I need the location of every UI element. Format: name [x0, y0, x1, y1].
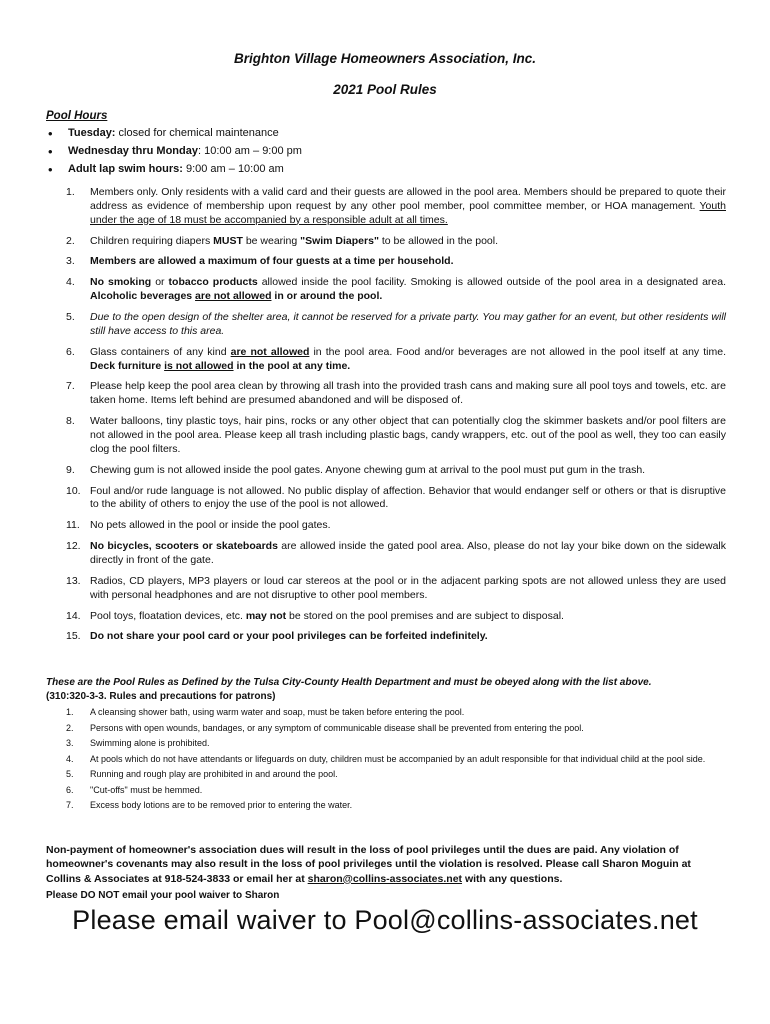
health-rules-list — [46, 707, 726, 816]
rule-item: 3. Members are allowed a maximum of four guests at a time per household. — [66, 255, 454, 268]
rule-item: 14. Pool toys, floatation devices, etc. may not be stored on the pool premises and are subject to disposal. — [66, 609, 564, 622]
rule-item: 11. No pets allowed in the pool or inside the pool gates. — [66, 519, 331, 532]
association-title: Brighton Village Homeowners Association, Inc. — [233, 51, 537, 66]
health-rule-item: 2. Persons with open wounds, bandages, or any symptom of communicable disease shall be prevented from entering the pool. — [66, 722, 584, 733]
hours-item-lap-swim: • Adult lap swim hours: 9:00 am – 10:00 am — [46, 162, 302, 180]
rule-item: 13. Radios, CD players, MP3 players or loud car stereos at the pool or in the adjacent parking spots are not allowed unless they are used with personal headphones and are not disruptive to other pool members. — [66, 574, 726, 601]
health-department-heading: These are the Pool Rules as Defined by the Tulsa City-County Health Department and must be obeyed along with the list above. — [46, 677, 652, 688]
rule-item: 4. No smoking or tobacco products allowed inside the pool facility. Smoking is allowed outside of the pool area in a designated area. Alcoholic beverages are not allowed in or around the pool. — [66, 276, 727, 303]
hours-item-tuesday: • Tuesday: closed for chemical maintenance — [46, 126, 302, 144]
document-title: 2021 Pool Rules — [333, 82, 437, 97]
health-rule-item: 4. At pools which do not have attendants or lifeguards on duty, children must be accompanied by an adult responsible for that individual child at the pool side. — [66, 753, 706, 764]
health-rule-item: 7. Excess body lotions are to be removed prior to entering the water. — [66, 800, 353, 811]
sharon-email-link[interactable]: sharon@collins-associates.net — [307, 872, 463, 885]
health-rule-item: 1. A cleansing shower bath, using warm water and soap, must be taken before entering the pool. — [66, 707, 465, 717]
health-rule-item: 3. Swimming alone is prohibited. — [66, 738, 210, 749]
health-rule-item: 5. Running and rough play are prohibited in and around the pool. — [66, 769, 338, 780]
rule-item: 2. Children requiring diapers MUST be wearing "Swim Diapers" to be allowed in the pool. — [66, 234, 499, 247]
rule-item: 10. Foul and/or rude language is not allowed. No public display of affection. Behavior that would endanger self or others or that is disruptive to the ability of others to enjoy the use of the pool is not allowed. — [66, 484, 726, 511]
pool-rules-list — [46, 186, 726, 651]
rule-item: 1. Members only. Only residents with a valid card and their guests are allowed in the pool area. Members should be prepared to quote their address as evidence of membership upon request by any other pool member, pool committee member, or HOA management. Youth under the age of 18 must be accompanied by a responsible adult at all times. — [66, 186, 726, 226]
dues-notice: Non-payment of homeowner's association dues will result in the loss of pool privileges until the dues are paid. Any violation of homeowner's covenants may also result in the loss of pool privileges until the violation is resolved. Please call Sharon Moguin at Collins & Associates at 918-524-3833 or email her at sharon@collins-associates.net with any questions. — [46, 844, 691, 885]
rule-item: 7. Please help keep the pool area clean by throwing all trash into the provided trash cans and making sure all pool toys and towels, etc. are taken home. Items left behind are presumed abandoned and will be disposed of. — [66, 380, 726, 407]
health-rule-item: 6. "Cut-offs" must be hemmed. — [66, 784, 203, 795]
rule-item: 12. No bicycles, scooters or skateboards are allowed inside the gated pool area. Also, please do not lay your bike down on the sidewalk directly in front of the gate. — [66, 540, 726, 567]
health-department-subheading: (310:320-3-3. Rules and precautions for patrons) — [46, 691, 276, 702]
do-not-email-notice: Please DO NOT email your pool waiver to Sharon — [46, 890, 280, 901]
rule-item: 9. Chewing gum is not allowed inside the pool gates. Anyone chewing gum at arrival to the pool must put gum in the trash. — [66, 463, 646, 476]
rule-item: 8. Water balloons, tiny plastic toys, hair pins, rocks or any other object that can potentially clog the skimmer baskets and/or pool filters are not allowed in the pool area. Please keep all trash including plastic bags, candy wrappers, etc. out of the pool as well, they too can easily clog the pool filters. — [66, 415, 726, 455]
waiver-email-banner: Please email waiver to Pool@collins-associates.net — [72, 905, 698, 935]
rule-item: 5. Due to the open design of the shelter area, it cannot be reserved for a private party. You may gather for an event, but other residents will still have access to this area. — [66, 311, 726, 337]
hours-item-wed-mon: • Wednesday thru Monday: 10:00 am – 9:00 pm — [46, 144, 302, 162]
rule-item: 15. Do not share your pool card or your pool privileges can be forfeited indefinitely. — [66, 630, 488, 643]
rule-item: 6. Glass containers of any kind are not allowed in the pool area. Food and/or beverages are not allowed in the pool itself at any time. Deck furniture is not allowed in the pool at any time. — [66, 345, 727, 372]
pool-hours-heading: Pool Hours — [46, 110, 108, 122]
pool-hours-list — [46, 126, 302, 180]
